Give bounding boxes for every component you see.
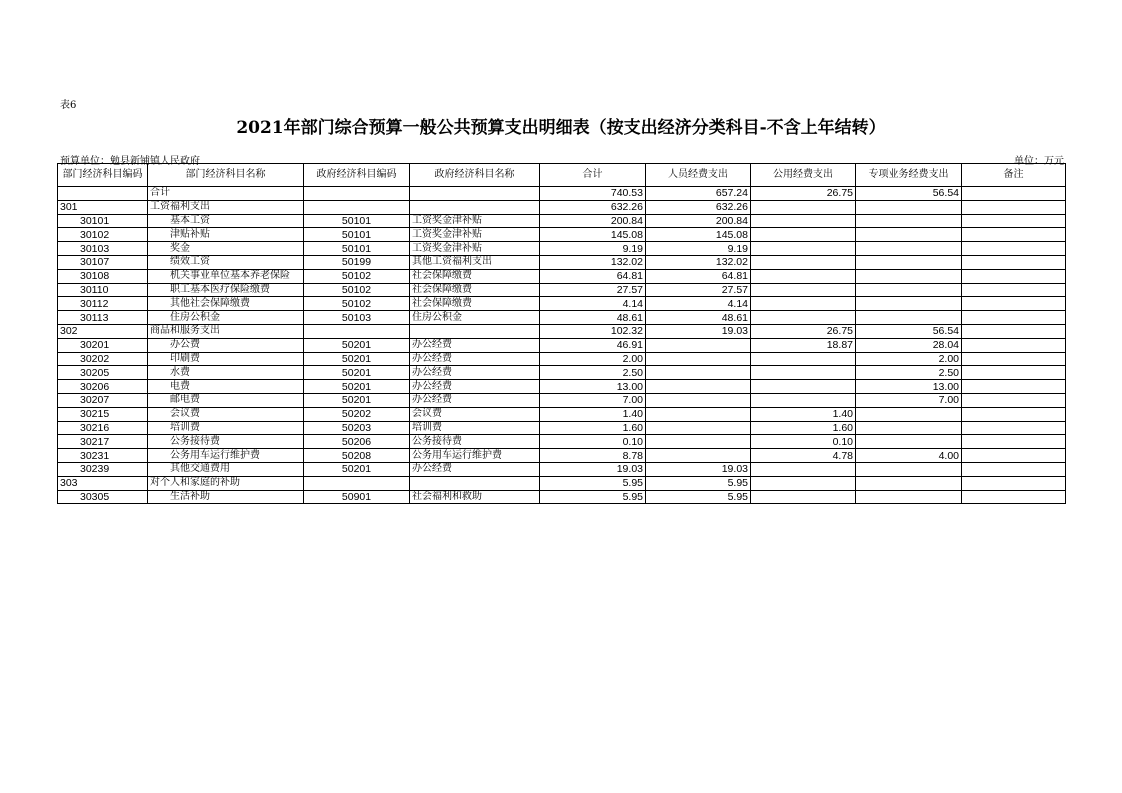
cell-gov-name: 办公经费 (410, 393, 540, 407)
cell-gov-name: 办公经费 (410, 462, 540, 476)
cell-total: 132.02 (540, 255, 646, 269)
cell-gov-code: 50101 (304, 228, 410, 242)
cell-personnel: 9.19 (646, 242, 751, 256)
cell-special: 56.54 (856, 187, 962, 201)
cell-dept-code: 30205 (58, 366, 148, 380)
cell-public: 26.75 (751, 324, 856, 338)
table-row (58, 228, 1066, 242)
cell-gov-code: 50201 (304, 366, 410, 380)
cell-public (751, 214, 856, 228)
cell-personnel (646, 449, 751, 463)
cell-special (856, 476, 962, 490)
cell-gov-code (304, 187, 410, 201)
cell-dept-code: 30113 (58, 311, 148, 325)
category-row (58, 476, 1066, 490)
category-row (58, 200, 1066, 214)
table-row (58, 490, 1066, 504)
cell-gov-code: 50901 (304, 490, 410, 504)
cell-dept-name: 基本工资 (148, 214, 304, 228)
cell-gov-name (410, 187, 540, 201)
cell-special (856, 214, 962, 228)
cell-public (751, 297, 856, 311)
cell-dept-code: 303 (58, 476, 148, 490)
cell-dept-name: 商品和服务支出 (148, 324, 304, 338)
cell-note (962, 255, 1066, 269)
cell-public (751, 393, 856, 407)
cell-note (962, 297, 1066, 311)
table-row (58, 462, 1066, 476)
cell-special (856, 407, 962, 421)
cell-dept-name: 生活补助 (148, 490, 304, 504)
cell-public: 4.78 (751, 449, 856, 463)
cell-gov-name (410, 324, 540, 338)
cell-total: 7.00 (540, 393, 646, 407)
cell-gov-code: 50203 (304, 421, 410, 435)
cell-gov-code: 50101 (304, 242, 410, 256)
header-public: 公用经费支出 (751, 164, 856, 187)
cell-special (856, 435, 962, 449)
header-gov-code: 政府经济科目编码 (304, 164, 410, 187)
cell-gov-name: 公务接待费 (410, 435, 540, 449)
cell-dept-name: 奖金 (148, 242, 304, 256)
cell-dept-code: 30217 (58, 435, 148, 449)
cell-dept-name: 水费 (148, 366, 304, 380)
cell-gov-code: 50103 (304, 311, 410, 325)
cell-personnel: 4.14 (646, 297, 751, 311)
cell-gov-name: 工资奖金津补贴 (410, 242, 540, 256)
cell-note (962, 462, 1066, 476)
cell-gov-name: 住房公积金 (410, 311, 540, 325)
header-personnel: 人员经费支出 (646, 164, 751, 187)
cell-special: 2.00 (856, 352, 962, 366)
cell-dept-code: 30103 (58, 242, 148, 256)
cell-dept-name: 邮电费 (148, 393, 304, 407)
cell-public (751, 476, 856, 490)
cell-personnel: 27.57 (646, 283, 751, 297)
table-row (58, 269, 1066, 283)
cell-personnel (646, 393, 751, 407)
cell-personnel (646, 380, 751, 394)
cell-dept-code: 302 (58, 324, 148, 338)
document-title: 2021年部门综合预算一般公共预算支出明细表（按支出经济分类科目-不含上年结转） (236, 118, 886, 138)
cell-public (751, 490, 856, 504)
header-note: 备注 (962, 164, 1066, 187)
cell-note (962, 421, 1066, 435)
cell-gov-name (410, 476, 540, 490)
cell-dept-name: 机关事业单位基本养老保险 (148, 269, 304, 283)
cell-note (962, 380, 1066, 394)
cell-public (751, 380, 856, 394)
cell-special (856, 490, 962, 504)
cell-personnel: 657.24 (646, 187, 751, 201)
cell-special (856, 242, 962, 256)
cell-gov-name: 社会保障缴费 (410, 269, 540, 283)
cell-gov-name: 办公经费 (410, 380, 540, 394)
cell-dept-code: 30206 (58, 380, 148, 394)
cell-note (962, 476, 1066, 490)
cell-note (962, 242, 1066, 256)
cell-special: 28.04 (856, 338, 962, 352)
cell-gov-code: 50201 (304, 462, 410, 476)
cell-gov-name: 社会福利和救助 (410, 490, 540, 504)
table-row (58, 255, 1066, 269)
cell-total: 5.95 (540, 476, 646, 490)
cell-total: 1.40 (540, 407, 646, 421)
cell-dept-name: 印刷费 (148, 352, 304, 366)
table-row (58, 435, 1066, 449)
cell-gov-name: 办公经费 (410, 352, 540, 366)
cell-dept-code: 30101 (58, 214, 148, 228)
cell-gov-code: 50202 (304, 407, 410, 421)
cell-personnel: 48.61 (646, 311, 751, 325)
budget-unit-label: 预算单位：勉县新铺镇人民政府 (60, 156, 200, 167)
cell-gov-name: 社会保障缴费 (410, 283, 540, 297)
cell-gov-code: 50208 (304, 449, 410, 463)
cell-special (856, 297, 962, 311)
cell-gov-code (304, 476, 410, 490)
cell-dept-name: 津贴补贴 (148, 228, 304, 242)
table-row (58, 393, 1066, 407)
cell-gov-name: 工资奖金津补贴 (410, 228, 540, 242)
cell-total: 2.00 (540, 352, 646, 366)
cell-public (751, 311, 856, 325)
cell-total: 64.81 (540, 269, 646, 283)
cell-dept-code: 301 (58, 200, 148, 214)
cell-dept-name: 绩效工资 (148, 255, 304, 269)
cell-dept-name: 办公费 (148, 338, 304, 352)
cell-public (751, 242, 856, 256)
cell-gov-code: 50101 (304, 214, 410, 228)
table-row (58, 380, 1066, 394)
budget-detail-table (57, 163, 1066, 504)
table-row (58, 407, 1066, 421)
cell-dept-code: 30231 (58, 449, 148, 463)
cell-gov-name (410, 200, 540, 214)
cell-dept-name: 培训费 (148, 421, 304, 435)
cell-special (856, 462, 962, 476)
cell-personnel: 64.81 (646, 269, 751, 283)
cell-special (856, 269, 962, 283)
cell-special: 2.50 (856, 366, 962, 380)
cell-public (751, 255, 856, 269)
cell-personnel (646, 421, 751, 435)
cell-gov-code: 50206 (304, 435, 410, 449)
cell-total: 632.26 (540, 200, 646, 214)
header-total: 合计 (540, 164, 646, 187)
cell-note (962, 269, 1066, 283)
cell-public: 1.40 (751, 407, 856, 421)
cell-gov-code: 50102 (304, 283, 410, 297)
cell-dept-code: 30107 (58, 255, 148, 269)
cell-note (962, 490, 1066, 504)
cell-dept-code: 30112 (58, 297, 148, 311)
cell-gov-code: 50102 (304, 297, 410, 311)
table-row (58, 449, 1066, 463)
cell-note (962, 283, 1066, 297)
cell-note (962, 324, 1066, 338)
cell-gov-code: 50201 (304, 338, 410, 352)
table-row (58, 297, 1066, 311)
cell-total: 27.57 (540, 283, 646, 297)
cell-dept-code: 30108 (58, 269, 148, 283)
cell-note (962, 311, 1066, 325)
cell-dept-name: 对个人和家庭的补助 (148, 476, 304, 490)
cell-dept-code: 30305 (58, 490, 148, 504)
cell-note (962, 435, 1066, 449)
cell-dept-code: 30110 (58, 283, 148, 297)
cell-gov-name: 办公经费 (410, 338, 540, 352)
cell-dept-code: 30201 (58, 338, 148, 352)
cell-total: 145.08 (540, 228, 646, 242)
cell-personnel: 132.02 (646, 255, 751, 269)
cell-public: 0.10 (751, 435, 856, 449)
cell-total: 740.53 (540, 187, 646, 201)
cell-note (962, 214, 1066, 228)
cell-dept-name: 公务用车运行维护费 (148, 449, 304, 463)
cell-special (856, 311, 962, 325)
cell-personnel: 200.84 (646, 214, 751, 228)
cell-note (962, 366, 1066, 380)
cell-note (962, 449, 1066, 463)
cell-dept-code: 30216 (58, 421, 148, 435)
cell-public: 26.75 (751, 187, 856, 201)
cell-dept-name: 工资福利支出 (148, 200, 304, 214)
cell-gov-code: 50201 (304, 352, 410, 366)
header-gov-name: 政府经济科目名称 (410, 164, 540, 187)
cell-dept-code: 30207 (58, 393, 148, 407)
cell-personnel (646, 407, 751, 421)
cell-gov-name: 其他工资福利支出 (410, 255, 540, 269)
cell-dept-code: 30239 (58, 462, 148, 476)
cell-public (751, 352, 856, 366)
table-number: 表6 (60, 100, 77, 111)
cell-special (856, 283, 962, 297)
cell-public (751, 283, 856, 297)
category-row (58, 324, 1066, 338)
cell-note (962, 187, 1066, 201)
cell-special: 4.00 (856, 449, 962, 463)
total-row (58, 187, 1066, 201)
cell-special: 56.54 (856, 324, 962, 338)
cell-gov-code (304, 200, 410, 214)
cell-note (962, 200, 1066, 214)
cell-gov-code: 50199 (304, 255, 410, 269)
cell-gov-name: 培训费 (410, 421, 540, 435)
header-special: 专项业务经费支出 (856, 164, 962, 187)
cell-dept-name: 合计 (148, 187, 304, 201)
cell-special (856, 200, 962, 214)
table-row (58, 421, 1066, 435)
cell-total: 13.00 (540, 380, 646, 394)
cell-dept-name: 电费 (148, 380, 304, 394)
header-dept-code: 部门经济科目编码 (58, 164, 148, 187)
cell-note (962, 393, 1066, 407)
table-row (58, 352, 1066, 366)
cell-special (856, 228, 962, 242)
cell-total: 4.14 (540, 297, 646, 311)
cell-gov-name: 办公经费 (410, 366, 540, 380)
cell-personnel (646, 435, 751, 449)
cell-special (856, 421, 962, 435)
currency-unit-label: 单位：万元 (1014, 156, 1064, 167)
cell-public (751, 269, 856, 283)
cell-total: 200.84 (540, 214, 646, 228)
cell-special: 7.00 (856, 393, 962, 407)
cell-total: 9.19 (540, 242, 646, 256)
table-row (58, 283, 1066, 297)
cell-public (751, 200, 856, 214)
cell-total: 102.32 (540, 324, 646, 338)
header-dept-name: 部门经济科目名称 (148, 164, 304, 187)
cell-gov-name: 会议费 (410, 407, 540, 421)
cell-gov-code: 50201 (304, 380, 410, 394)
cell-public: 18.87 (751, 338, 856, 352)
cell-gov-code: 50102 (304, 269, 410, 283)
cell-note (962, 352, 1066, 366)
cell-note (962, 228, 1066, 242)
cell-dept-name: 其他交通费用 (148, 462, 304, 476)
cell-personnel: 19.03 (646, 462, 751, 476)
cell-public: 1.60 (751, 421, 856, 435)
cell-total: 1.60 (540, 421, 646, 435)
cell-personnel: 632.26 (646, 200, 751, 214)
cell-personnel: 5.95 (646, 490, 751, 504)
cell-special (856, 255, 962, 269)
cell-gov-name: 工资奖金津补贴 (410, 214, 540, 228)
cell-personnel: 19.03 (646, 324, 751, 338)
table-row (58, 366, 1066, 380)
cell-dept-name: 公务接待费 (148, 435, 304, 449)
cell-special: 13.00 (856, 380, 962, 394)
cell-total: 2.50 (540, 366, 646, 380)
cell-dept-name: 会议费 (148, 407, 304, 421)
cell-dept-code: 30215 (58, 407, 148, 421)
cell-gov-name: 社会保障缴费 (410, 297, 540, 311)
cell-dept-name: 其他社会保障缴费 (148, 297, 304, 311)
cell-dept-code: 30202 (58, 352, 148, 366)
cell-total: 46.91 (540, 338, 646, 352)
cell-total: 48.61 (540, 311, 646, 325)
table-body (58, 187, 1066, 504)
cell-dept-code (58, 187, 148, 201)
cell-personnel: 5.95 (646, 476, 751, 490)
cell-public (751, 228, 856, 242)
cell-total: 0.10 (540, 435, 646, 449)
cell-total: 5.95 (540, 490, 646, 504)
cell-public (751, 366, 856, 380)
cell-gov-name: 公务用车运行维护费 (410, 449, 540, 463)
table-row (58, 311, 1066, 325)
cell-total: 8.78 (540, 449, 646, 463)
cell-personnel (646, 352, 751, 366)
cell-dept-name: 住房公积金 (148, 311, 304, 325)
table-row (58, 338, 1066, 352)
cell-note (962, 407, 1066, 421)
cell-personnel: 145.08 (646, 228, 751, 242)
cell-personnel (646, 366, 751, 380)
cell-total: 19.03 (540, 462, 646, 476)
cell-gov-code: 50201 (304, 393, 410, 407)
table-header-row (58, 164, 1066, 187)
cell-personnel (646, 338, 751, 352)
table-row (58, 214, 1066, 228)
cell-gov-code (304, 324, 410, 338)
cell-note (962, 338, 1066, 352)
cell-dept-name: 职工基本医疗保险缴费 (148, 283, 304, 297)
cell-dept-code: 30102 (58, 228, 148, 242)
cell-public (751, 462, 856, 476)
table-row (58, 242, 1066, 256)
